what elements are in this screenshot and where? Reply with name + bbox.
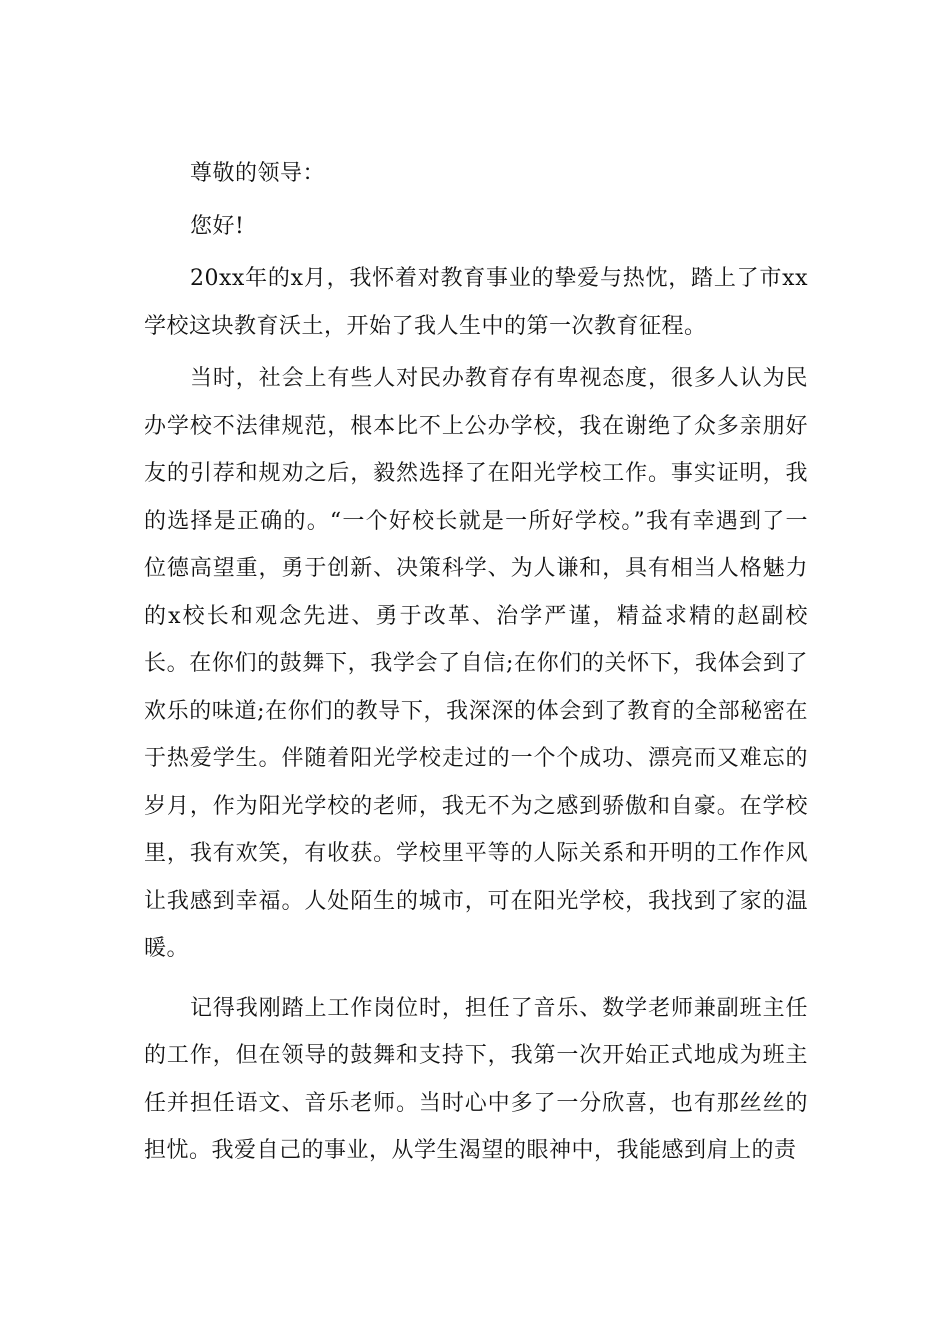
greeting: 您好! — [190, 213, 245, 239]
salutation: 尊敬的领导： — [190, 161, 326, 186]
paragraph-3: 记得我刚踏上工作岗位时，担任了音乐、数学老师兼副班主任的工作，但在领导的鼓舞和支持下，我第一次开始正式地成为班主任并担任语文、音乐老师。当时心中多了一分欣喜，也有那丝丝的担忧。我爱自己的事业，从学生渴望的眼神中，我能感到肩上的责 — [144, 995, 808, 1163]
paragraph-1: 20xx年的x月，我怀着对教育事业的挚爱与热忱，踏上了市xx学校这块教育沃土，开始了我人生中的第一次教育征程。 — [144, 266, 808, 339]
paragraph-2: 当时，社会上有些人对民办教育存有卑视态度，很多人认为民办学校不法律规范，根本比不上公办学校，我在谢绝了众多亲朋好友的引荐和规劝之后，毅然选择了在阳光学校工作。事实证明，我的选择是正确的。“一个好校长就是一所好学校。”我有幸遇到了一位德高望重，勇于创新、决策科学、为人谦和，具有相当人格魅力的x校长和观念先进、勇于改革、治学严谨，精益求精的赵副校长。在你们的鼓舞下，我学会了自信;在你们的关怀下，我体会到了欢乐的味道;在你们的教导下，我深深的体会到了教育的全部秘密在于热爱学生。伴随着阳光学校走过的一个个成功、漂亮而又难忘的岁月，作为阳光学校的老师，我无不为之感到骄傲和自豪。在学校里，我有欢笑，有收获。学校里平等的人际关系和开明的工作作风让我感到幸福。人处陌生的城市，可在阳光学校，我找到了家的温暖。 — [144, 366, 808, 961]
letter-body — [144, 150, 808, 1175]
